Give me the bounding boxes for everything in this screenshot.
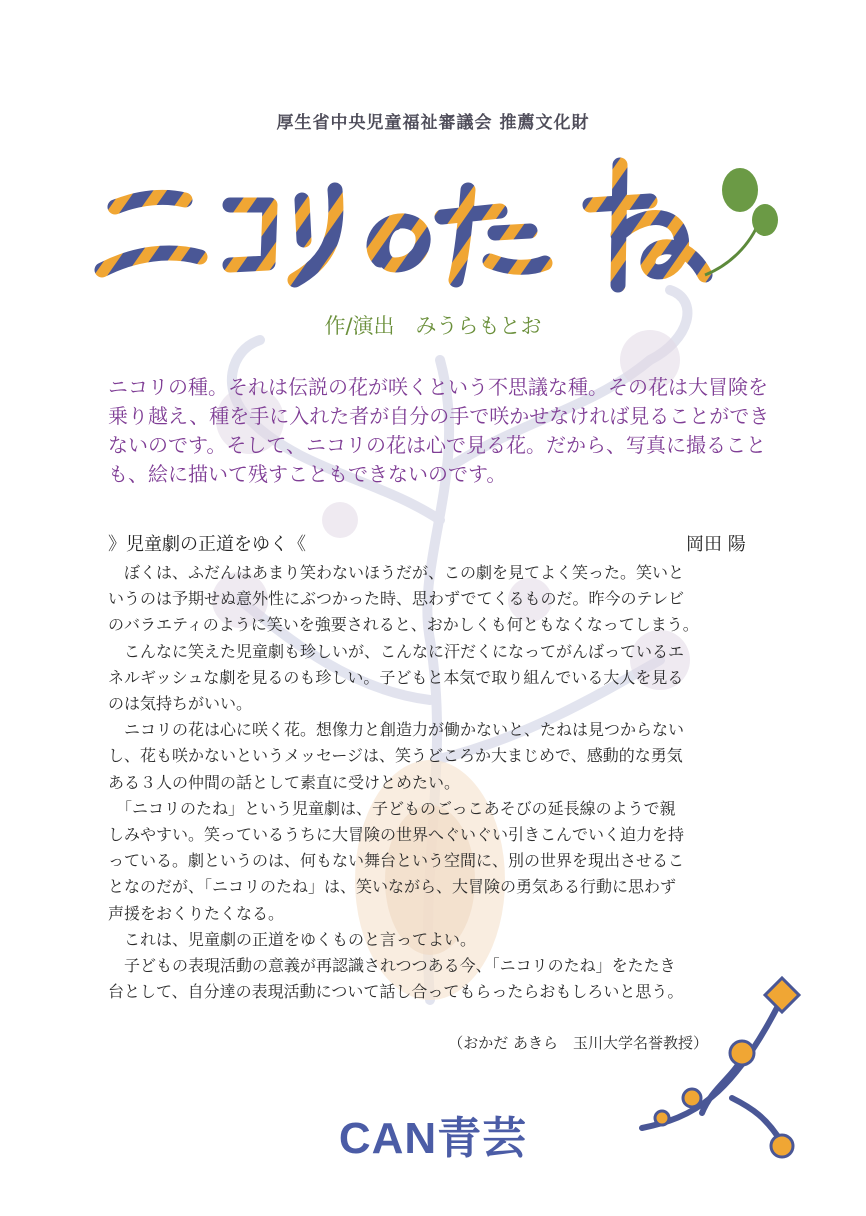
synopsis-line: ないのです。そして、ニコリの花は心で見る花。だから、写真に撮ること: [108, 433, 766, 457]
essay-line: 子どもの表現活動の意義が再認識されつつある今、「ニコリのたね」をたたき: [108, 956, 676, 976]
essay-line: これは、児童劇の正道をゆくものと言ってよい。: [108, 929, 477, 949]
essay-line: ネルギッシュな劇を見るのも珍しい。子どもと本気で取り組んでいる大人を見る: [108, 667, 684, 687]
title-artwork: [90, 145, 790, 295]
essay-line: ぼくは、ふだんはあまり笑わないほうだが、この劇を見てよく笑った。笑いと: [108, 563, 685, 582]
essay-heading: 》児童劇の正道をゆく《: [108, 534, 306, 555]
essay-line: こんなに笑えた児童劇も珍しいが、こんなに汗だくになってがんばっているエ: [108, 641, 685, 661]
essay-line: ある３人の仲間の話として素直に受けとめたい。: [108, 772, 461, 792]
synopsis-line: も、絵に描いて残すこともできないのです。: [108, 462, 507, 486]
essay-author: 岡田 陽: [686, 534, 746, 555]
author-affiliation: （おかだ あきら 玉川大学名誉教授）: [448, 1034, 708, 1052]
publisher-logo: CAN青芸: [338, 1114, 528, 1163]
essay-line: ニコリの花は心に咲く花。想像力と創造力が働かないと、たねは見つからない: [108, 720, 685, 740]
essay-line: のは気持ちがいい。: [108, 694, 253, 714]
essay-line: いうのは予期せぬ意外性にぶつかった時、思わずでてくるものだ。昨今のテレビ: [108, 589, 685, 609]
essay-body: [108, 560, 788, 1005]
essay-line: し、花も咲かないというメッセージは、笑うどころか大まじめで、感動的な勇気: [108, 746, 683, 766]
essay-line: っている。劇というのは、何もない舞台という空間に、別の世界を現出させるこ: [108, 851, 685, 871]
essay-line: のバラエティのように笑いを強要されると、おかしくも何ともなくなってしまう。: [108, 615, 699, 635]
synopsis-line: ニコリの種。それは伝説の花が咲くという不思議な種。その花は大冒険を: [108, 375, 768, 399]
director-credit: 作/演出 みうらもとお: [324, 314, 542, 338]
synopsis-paragraph: [108, 373, 798, 489]
essay-line: 台として、自分達の表現活動について話し合ってもらったらおもしろいと思う。: [108, 982, 684, 1002]
recommendation-subtitle: 厚生省中央児童福祉審議会 推薦文化財: [276, 113, 590, 133]
synopsis-line: 乗り越え、種を手に入れた者が自分の手で咲かせなければ見ることができ: [108, 404, 770, 428]
essay-line: 「ニコリのたね」という児童劇は、子どものごっこあそびの延長線のようで親: [108, 798, 676, 818]
essay-line: となのだが、「ニコリのたね」は、笑いながら、大冒険の勇気ある行動に思わず: [108, 877, 677, 897]
essay-line: 声援をおくりたくなる。: [108, 903, 285, 923]
essay-line: しみやすい。笑っているうちに大冒険の世界へぐいぐい引きこんでいく迫力を持: [108, 825, 685, 845]
